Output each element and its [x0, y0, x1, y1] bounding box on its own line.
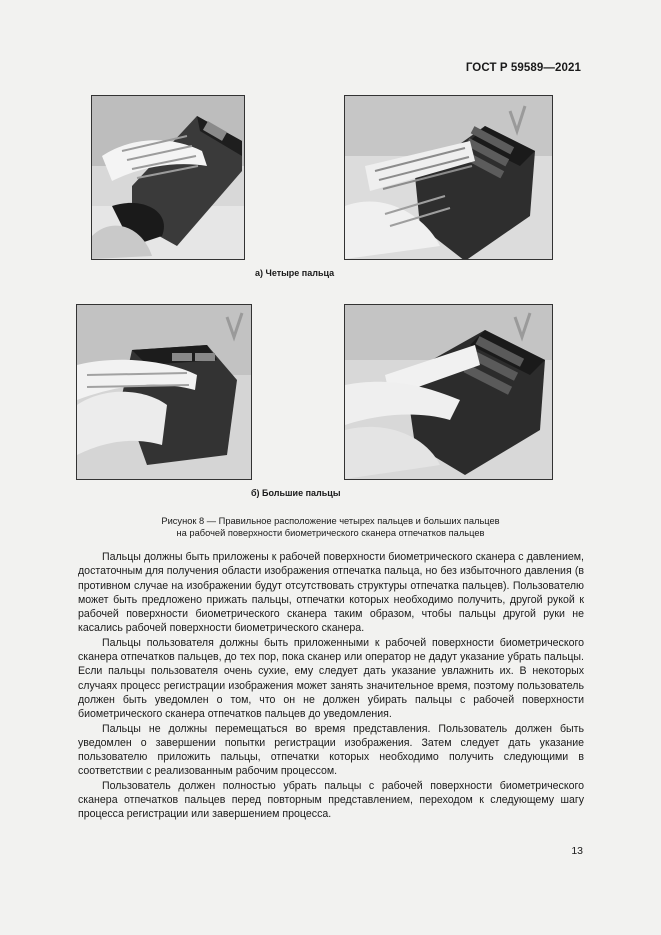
paragraph: Пальцы пользователя должны быть приложенными к рабочей поверхности биометрического сканера отпечатков пальцев, до тех пор, пока сканер или оператор не дадут указание убрать пальцы. Если пальцы пользователя очень сухие, ему следует дать указание увлажнить их. В некоторых случаях процесс регистрации изображения может занять значительное время, поэтому пользователь должен быть уведомлен о том, что он не должен убирать пальцы с рабочей поверхности биометрического сканера отпечатков пальцев до уведомления.: [78, 636, 584, 721]
figure-caption-a: а) Четыре пальца: [255, 268, 335, 278]
photo-thumbs-right: [344, 304, 553, 480]
paragraph: Пользователь должен полностью убрать пальцы с рабочей поверхности биометрического сканера отпечатков пальцев перед повторным представлением, переходом к следующему шагу процесса регистрации или завершением процесса.: [78, 779, 584, 821]
standard-designation: ГОСТ Р 59589—2021: [465, 62, 581, 74]
body-text: [78, 550, 584, 822]
photo-four-fingers-right: [344, 95, 553, 260]
paragraph: Пальцы должны быть приложены к рабочей поверхности биометрического сканера с давлением, достаточным для получения области изображения отпечатка пальца, но без избыточного давления (в противном случае на изображении будут отсутствовать структуры отпечатка пальцев). Пользователю может быть предложено прижать пальцы, отпечатки которых необходимо получить, другой рукой к рабочей поверхности биометрического сканера таким образом, чтобы пальцы другой руки не касались рабочей поверхности биометрического сканера.: [78, 551, 584, 635]
figure-title-line-1: Рисунок 8 — Правильное расположение четырех пальцев и больших пальцев: [161, 516, 500, 526]
paragraph: Пальцы не должны перемещаться во время представления. Пользователь должен быть уведомлен о завершении попытки регистрации изображения. Затем следует дать указание пользователю приложить пальцы, отпечатки которых необходимо получить следующими в соответствии с реализованным рабочим процессом.: [78, 722, 584, 778]
figure-title: [0, 515, 661, 539]
page-number: 13: [571, 845, 583, 857]
figure-caption-b: б) Большие пальцы: [251, 488, 341, 498]
figure-title-line-2: на рабочей поверхности биометрического сканера отпечатков пальцев: [176, 528, 485, 538]
photo-four-fingers-left: [91, 95, 245, 260]
photo-thumbs-left: [76, 304, 252, 480]
